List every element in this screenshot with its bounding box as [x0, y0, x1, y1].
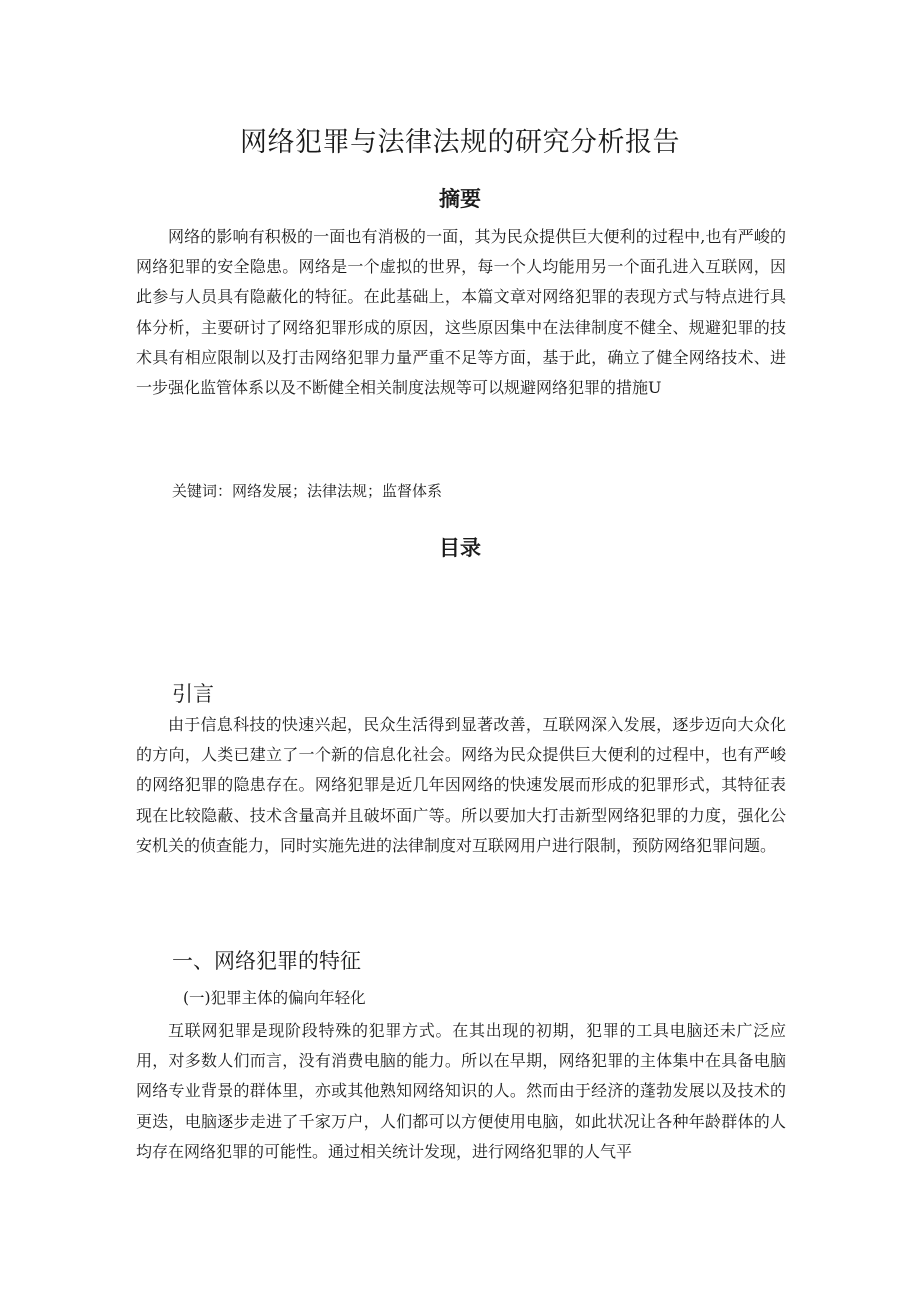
section1-heading: 一、网络犯罪的特征 [172, 949, 361, 973]
toc-heading: 目录 [439, 536, 481, 560]
section1-subheading: (一)犯罪主体的偏向年轻化 [183, 989, 366, 1007]
document-title: 网络犯罪与法律法规的研究分析报告 [240, 127, 680, 158]
intro-heading: 引言 [172, 682, 214, 706]
abstract-heading: 摘要 [439, 187, 481, 211]
intro-body: 由于信息科技的快速兴起，民众生活得到显著改善，互联网深入发展，逐步迈向大众化的方向，人类已建立了一个新的信息化社会。网络为民众提供巨大便利的过程中，也有严峻的网络犯罪的隐患存在。网络犯罪是近几年因网络的快速发展而形成的犯罪形式，其特征表现在比较隐蔽、技术含量高并且破坏面广等。所以要加大打击新型网络犯罪的力度，强化公安机关的侦查能力，同时实施先进的法律制度对互联网用户进行限制，预防网络犯罪问题。 [136, 715, 786, 855]
abstract-body: 网络的影响有积极的一面也有消极的一面，其为民众提供巨大便利的过程中,也有严峻的网络犯罪的安全隐患。网络是一个虚拟的世界，每一个人均能用另一个面孔进入互联网，因此参与人员具有隐蔽化的特征。在此基础上，本篇文章对网络犯罪的表现方式与特点进行具体分析，主要研讨了网络犯罪形成的原因，这些原因集中在法律制度不健全、规避犯罪的技术具有相应限制以及打击网络犯罪力量严重不足等方面，基于此，确立了健全网络技术、进一步强化监管体系以及不断健全相关制度法规等可以规避网络犯罪的措施U [136, 227, 786, 398]
keywords-line: 关键词：网络发展；法律法规；监督体系 [172, 482, 443, 500]
section1-body: 互联网犯罪是现阶段特殊的犯罪方式。在其出现的初期，犯罪的工具电脑还未广泛应用，对多数人们而言，没有消费电脑的能力。所以在早期，网络犯罪的主体集中在具备电脑网络专业背景的群体里，亦或其他熟知网络知识的人。然而由于经济的蓬勃发展以及技术的更迭，电脑逐步走进了千家万户，人们都可以方便使用电脑，如此状况让各种年龄群体的人均存在网络犯罪的可能性。通过相关统计发现，进行网络犯罪的人气平 [136, 1021, 786, 1161]
